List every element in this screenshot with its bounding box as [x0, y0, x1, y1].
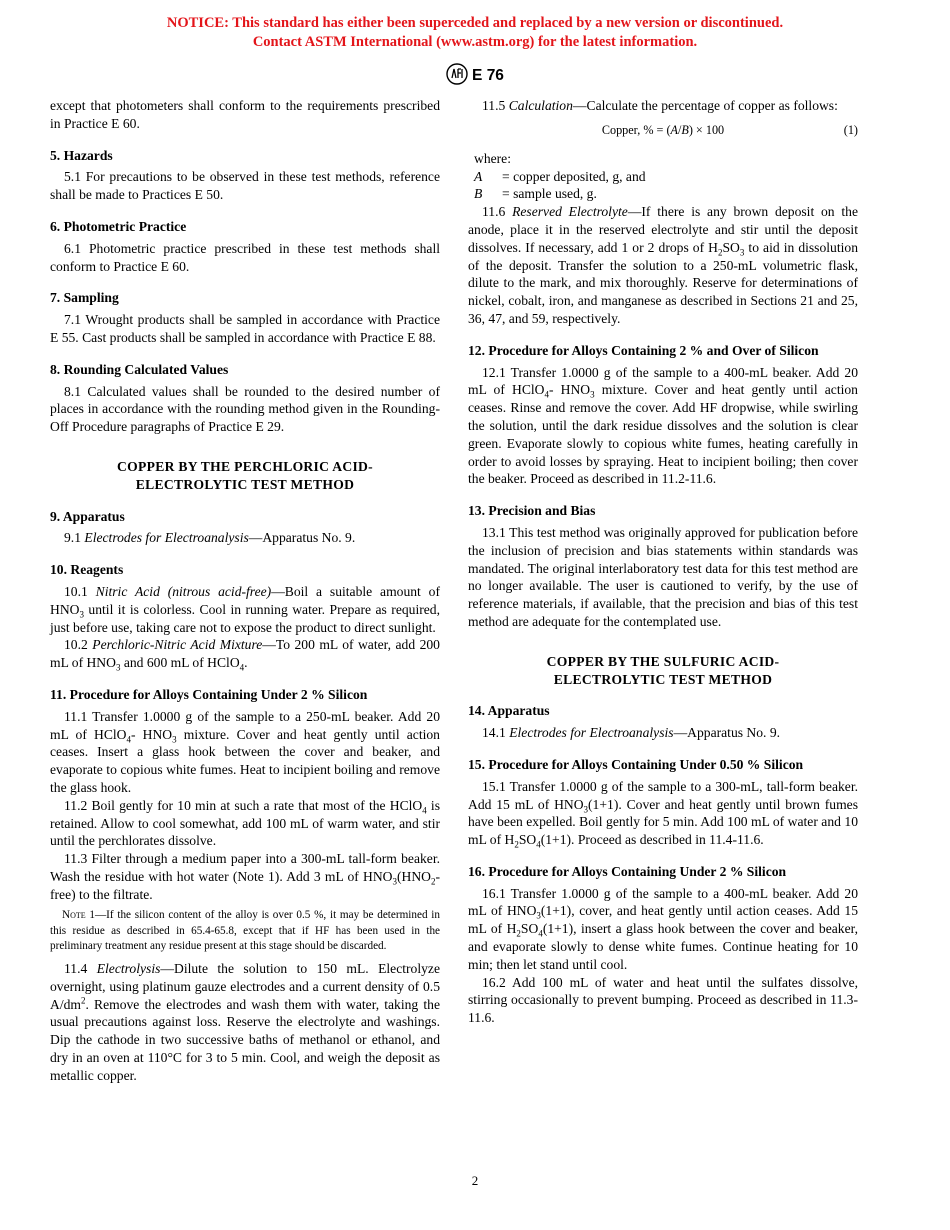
equation-1 [468, 122, 858, 144]
paragraph-12-1: 12.1 Transfer 1.0000 g of the sample to a 400-mL beaker. Add 20 mL of HClO$_4$- $HNO_3$ mixture. Cover and heat gently until action ceases. Rinse and remove the cover. Add HF dropwise, while swirling the solution, until the dark residue dissolves and the solution is clear green. Evaporate slowly to copious white fumes, heating carefully in order to avoid losses by spraying. Heat to incipient boiling; then cover the beaker. Proceed as described in 11.2-11.6. [468, 364, 858, 487]
standard-designation: E 76 [472, 67, 504, 84]
paragraph-15-1: 15.1 Transfer 1.0000 g of the sample to a 300-mL, tall-form beaker. Add 15 mL of $HNO_3(1+1)$. Cover and heat gently until brown fumes have been expelled. Boil gently for 5 min. Add 100 mL of water and 10 mL of $H_2SO_4(1+1)$. Proceed as described in 11.4-11.6. [468, 778, 858, 850]
paragraph-16-2: 16.2 Add 100 mL of water and heat until the sulfates dissolve, stirring occasionally to prevent bumping. Proceed as described in 11.3-11.6. [468, 974, 858, 1026]
method-heading-perchloric: COPPER BY THE PERCHLORIC ACID-ELECTROLYTIC TEST METHOD [117, 458, 373, 492]
section-14-heading: 14. Apparatus [468, 703, 550, 719]
note-1: Note 1—If the silicon content of the alloy is over 0.5 %, it may be determined in this residue as described in 65.4-65.8, except that if HF has been used in the preliminary treatment any residue present at this stage should be discarded. [50, 909, 440, 953]
section-15-heading: 15. Procedure for Alloys Containing Under 0.50 % Silicon [468, 756, 804, 772]
paragraph-8-1: 8.1 Calculated values shall be rounded to the desired number of places in accordance with the rounding method given in the Rounding-Off Procedure paragraphs of Practice E 29. [50, 383, 440, 435]
notice-line-2: Contact ASTM International (www.astm.org) for the latest information. [252, 33, 698, 50]
section-13-heading: 13. Precision and Bias [468, 503, 596, 519]
where-label: where: [474, 150, 511, 166]
method-heading-sulfuric: COPPER BY THE SULFURIC ACID-ELECTROLYTIC TEST METHOD [546, 653, 780, 687]
section-16-heading: 16. Procedure for Alloys Containing Under 2 % Silicon [468, 863, 787, 879]
equation-number: (1) [843, 122, 858, 137]
paragraph-11-4: 11.4 Electrolysis—Dilute the solution to 150 mL. Electrolyze overnight, using platinum gauze electrodes and a current density of 0.5 $A/dm^2$. Remove the electrodes and wash them with water, taking the usual precautions against loss. Reserve the electrolyte and washings. Dip the cathode in two successive baths of methanol or ethanol, and dry in an oven at 110°C for 3 to 5 min. Cool, and weigh the deposit as metallic copper. [50, 960, 440, 1083]
section-12-heading: 12. Procedure for Alloys Containing 2 % and Over of Silicon [468, 342, 819, 358]
paragraph-6-1: 6.1 Photometric practice prescribed in these test methods shall conform to Practice E 60. [50, 240, 440, 274]
paragraph-10-1: 10.1 Nitric Acid (nitrous acid-free)—Boil a suitable amount of $HNO_3$ until it is colorless. Cool in running water. Prepare as required, just before use, taking care not to expose the product to direct sunlight. [50, 583, 440, 635]
paragraph-14-1: 14.1 Electrodes for Electroanalysis—Apparatus No. 9. [482, 725, 781, 741]
paragraph-16-1: 16.1 Transfer 1.0000 g of the sample to a 400-mL beaker. Add 20 mL of $HNO_3(1+1)$, cover, and heat gently until action ceases. Add 15 mL of $H_2SO_4(1+1)$, insert a glass hook between the cover and beaker, and evaporate slowly to dense white fumes. Continue heating for 10 min; then let stand until cool. [468, 885, 858, 972]
page-header [0, 63, 950, 85]
section-8-heading: 8. Rounding Calculated Values [50, 361, 229, 377]
section-11-heading: 11. Procedure for Alloys Containing Under 2 % Silicon [50, 686, 368, 702]
definition-b: B = sample used, g. [474, 186, 597, 202]
section-9-heading: 9. Apparatus [50, 508, 125, 524]
paragraph-11-3: 11.3 Filter through a medium paper into a 300-mL tall-form beaker. Wash the residue with hot water (Note 1). Add 3 mL of $HNO_3(HNO_2-free)$ to the filtrate. [50, 851, 440, 902]
notice-banner [0, 14, 950, 51]
paragraph-9-1: 9.1 Electrodes for Electroanalysis—Apparatus No. 9. [64, 530, 356, 546]
left-column [50, 97, 440, 1085]
paragraph-11-1: 11.1 Transfer 1.0000 g of the sample to a 250-mL beaker. Add 20 mL of HClO$_4$- $HNO_3$ mixture. Cover and heat gently until action ceases. Insert a glass hook between the cover and beaker, and evaporate to copious white fumes. Heat to incipient boiling and remove the glass hook. [50, 708, 440, 795]
paragraph-11-6: 11.6 Reserved Electrolyte—If there is any brown deposit on the anode, place it in the reserved electrolyte and stir until the deposit dissolves. If necessary, add 1 or 2 drops of $H_2SO_3$ to aid in dissolution of the deposit. Transfer the solution to a 250-mL volumetric flask, dilute to the mark, and mix thoroughly. Reserve for determinations of nickel, cobalt, iron, and manganese as described in Sections 21 and 25, 36, 47, and 59, respectively. [468, 204, 858, 326]
section-7-heading: 7. Sampling [50, 290, 119, 306]
section-10-heading: 10. Reagents [50, 562, 124, 578]
paragraph-11-5: 11.5 Calculation—Calculate the percentage of copper as follows: [482, 98, 838, 113]
paragraph-5-1: 5.1 For precautions to be observed in these test methods, reference shall be made to Practices E 50. [50, 169, 440, 203]
astm-logo-icon [446, 63, 468, 85]
equation-text: Copper, % = (A/B) × 100 [601, 122, 725, 137]
continued-paragraph: except that photometers shall conform to the requirements prescribed in Practice E 60. [50, 98, 440, 131]
right-column [468, 97, 858, 1027]
page-number: 2 [471, 1173, 479, 1188]
section-5-heading: 5. Hazards [50, 147, 113, 163]
paragraph-7-1: 7.1 Wrought products shall be sampled in accordance with Practice E 55. Cast products shall be sampled in accordance with Practice E 88. [50, 312, 440, 345]
paragraph-13-1: 13.1 This test method was originally approved for publication before the inclusion of precision and bias statements within standards was mandated. The original interlaboratory test data for this test method are no longer available. The user is cautioned to verify, by the use of reference materials, if available, that the precision and bias of this test method are adequate for the contemplated use. [468, 524, 858, 629]
paragraph-10-2: 10.2 Perchloric-Nitric Acid Mixture—To 200 mL of water, add 200 mL of $HNO_3$ and 600 mL of HClO$_4$. [50, 637, 440, 673]
notice-line-1: NOTICE: This standard has either been superceded and replaced by a new version or discontinued. [166, 15, 784, 31]
paragraph-11-2: 11.2 Boil gently for 10 min at such a rate that most of the HClO$_4$ is retained. Allow to cool somewhat, add 100 mL of warm water, and stir until the perchlorates dissolve. [50, 797, 441, 849]
definition-a: A = copper deposited, g, and [474, 168, 646, 184]
section-6-heading: 6. Photometric Practice [50, 218, 187, 234]
